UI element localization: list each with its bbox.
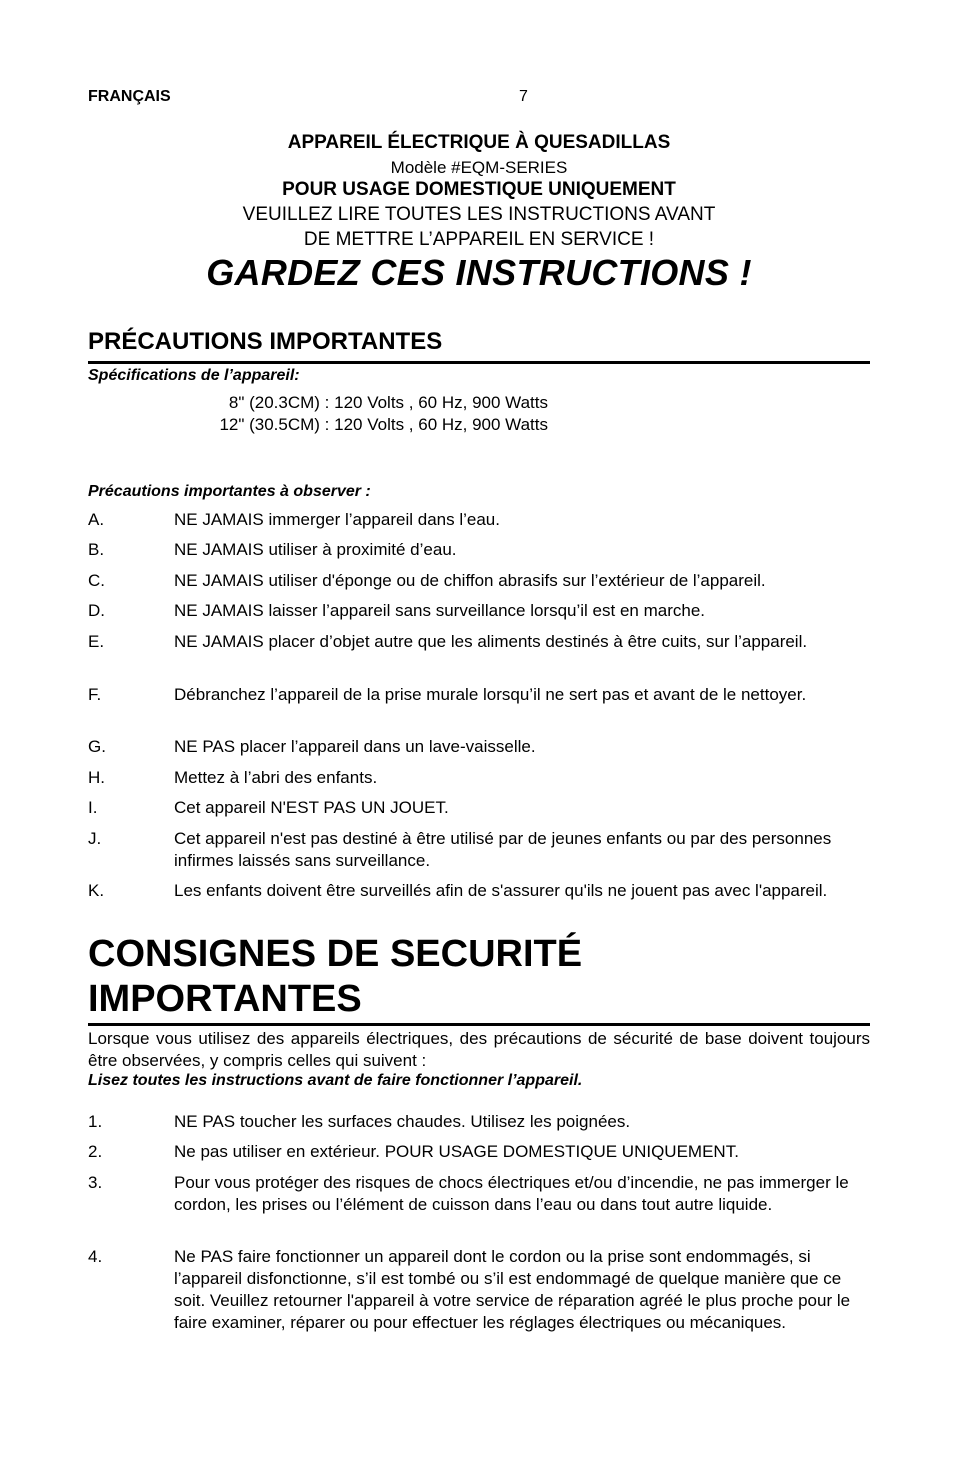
item-label: I. <box>88 798 98 817</box>
item-text: Débranchez l’appareil de la prise murale lorsqu’il ne sert pas et avant de le nettoyer. <box>174 685 807 704</box>
item-text: NE JAMAIS immerger l’appareil dans l’eau. <box>174 510 500 529</box>
item-label: 3. <box>88 1173 103 1192</box>
safety-heading-line2: IMPORTANTES <box>88 978 362 1020</box>
item-text: Cet appareil n'est pas destiné à être utilisé par de jeunes enfants ou par des personnes infirmes laissés sans surveillance. <box>174 829 832 870</box>
specs-label: Spécifications de l’appareil: <box>88 367 300 384</box>
precautions-heading: PRÉCAUTIONS IMPORTANTES <box>88 328 443 355</box>
item-text: Ne pas utiliser en extérieur. POUR USAGE DOMESTIQUE UNIQUEMENT. <box>174 1142 739 1161</box>
item-text: NE PAS placer l’appareil dans un lave-vaisselle. <box>174 737 536 756</box>
item-text: NE PAS toucher les surfaces chaudes. Utilisez les poignées. <box>174 1112 631 1131</box>
item-text: NE JAMAIS utiliser à proximité d’eau. <box>174 540 457 559</box>
section-divider <box>88 361 870 364</box>
item-label: B. <box>88 540 105 559</box>
item-text: NE JAMAIS utiliser d'éponge ou de chiffon abrasifs sur l’extérieur de l’appareil. <box>174 571 766 590</box>
item-label: G. <box>88 737 106 756</box>
safety-intro: Lorsque vous utilisez des appareils électriques, des précautions de sécurité de base doivent toujours être observées, y compris celles qui suivent : <box>88 1029 870 1070</box>
item-label: A. <box>88 510 105 529</box>
keep-instructions-title: GARDEZ CES INSTRUCTIONS ! <box>206 252 752 293</box>
read-instructions-line1: VEUILLEZ LIRE TOUTES LES INSTRUCTIONS AVANT <box>242 204 716 225</box>
header-language: FRANÇAIS <box>88 88 171 105</box>
item-label: D. <box>88 601 105 620</box>
item-text: Les enfants doivent être surveillés afin de s'assurer qu'ils ne jouent pas avec l'appareil. <box>174 881 828 900</box>
spec-line: 8" (20.3CM) : 120 Volts , 60 Hz, 900 Watts <box>228 393 548 412</box>
safety-heading <box>88 932 870 1022</box>
item-label: J. <box>88 829 102 848</box>
read-instructions-line2: DE METTRE L’APPAREIL EN SERVICE ! <box>303 229 655 250</box>
item-label: K. <box>88 881 105 900</box>
item-label: 1. <box>88 1112 103 1131</box>
item-text: Cet appareil N'EST PAS UN JOUET. <box>174 798 449 817</box>
item-text: Pour vous protéger des risques de chocs électriques et/ou d’incendie, ne pas immerger le cordon, les prises ou l’élément de cuisson dans l’eau ou dans tout autre liquide. <box>174 1173 849 1214</box>
page-number: 7 <box>519 88 528 105</box>
item-text: NE JAMAIS laisser l’appareil sans surveillance lorsqu’il est en marche. <box>174 601 705 620</box>
safety-heading-line1: CONSIGNES DE SECURITÉ <box>88 933 583 975</box>
spec-line: 12" (30.5CM) : 120 Volts , 60 Hz, 900 Watts <box>219 415 548 434</box>
section-divider <box>88 1023 870 1026</box>
item-text: Mettez à l’abri des enfants. <box>174 768 378 787</box>
item-text: Ne PAS faire fonctionner un appareil dont le cordon ou la prise sont endommagés, si l’appareil disfonctionne, s’il est tombé ou s’il est endommagé de quelque manière que ce soit. Veuillez retourner l'appareil à votre service de réparation agréé le plus proche pour le faire examiner, réparer ou pour effectuer les réglages électriques ou mécaniques. <box>174 1247 851 1332</box>
safety-intro-bold: Lisez toutes les instructions avant de faire fonctionner l’appareil. <box>88 1072 583 1089</box>
observe-label: Précautions importantes à observer : <box>88 483 371 500</box>
item-label: F. <box>88 685 102 704</box>
item-label: 2. <box>88 1142 103 1161</box>
usage-notice: POUR USAGE DOMESTIQUE UNIQUEMENT <box>282 179 676 200</box>
item-label: H. <box>88 768 105 787</box>
product-title: APPAREIL ÉLECTRIQUE À QUESADILLAS <box>287 132 671 153</box>
item-label: E. <box>88 632 105 651</box>
item-text: NE JAMAIS placer d’objet autre que les aliments destinés à être cuits, sur l’appareil. <box>174 632 808 651</box>
item-label: 4. <box>88 1247 103 1266</box>
item-label: C. <box>88 571 105 590</box>
model-number: Modèle #EQM-SERIES <box>390 158 568 177</box>
